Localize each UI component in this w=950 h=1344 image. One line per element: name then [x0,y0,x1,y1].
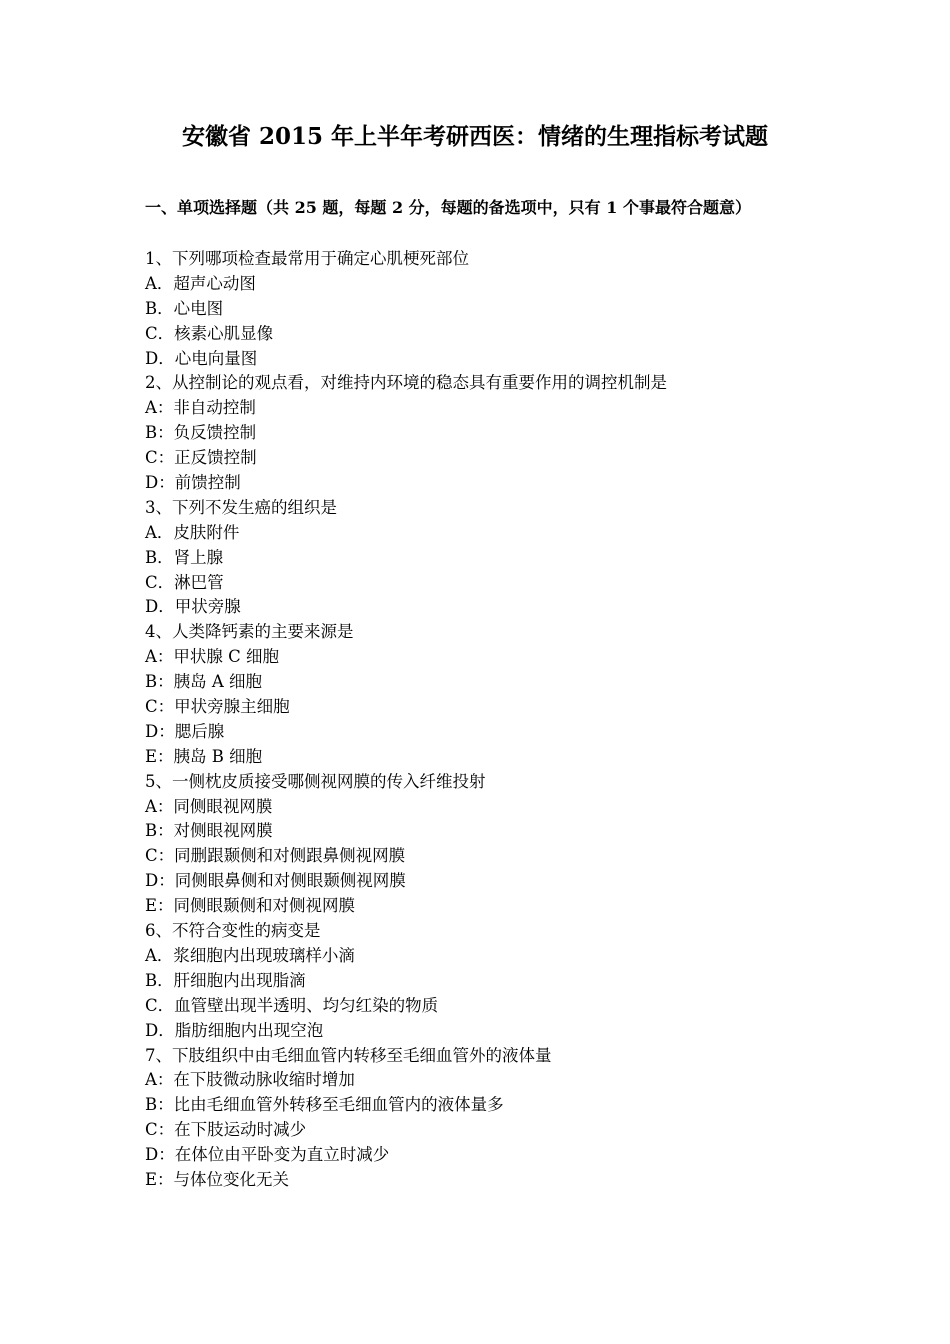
answer-option: A：在下肢微动脉收缩时增加 [145,1070,355,1090]
answer-option: E：胰岛 B 细胞 [145,746,263,766]
question-stem: 4、人类降钙素的主要来源是 [145,622,354,642]
question-stem: 3、下列不发生癌的组织是 [145,497,337,517]
answer-option: A：甲状腺 C 细胞 [145,647,280,667]
answer-option: B：比由毛细血管外转移至毛细血管内的液体量多 [145,1095,504,1115]
question-block [145,496,810,620]
answer-option: B：对侧眼视网膜 [145,821,273,841]
answer-option: D：同侧眼鼻侧和对侧眼颞侧视网膜 [145,871,406,891]
answer-option: B．肝细胞内出现脂滴 [145,970,306,990]
answer-option: D：腮后腺 [145,721,225,741]
answer-option: D．甲状旁腺 [145,597,241,617]
question-stem: 5、一侧枕皮质接受哪侧视网膜的传入纤维投射 [145,771,486,791]
document-title: 安徽省 2015 年上半年考研西医：情绪的生理指标考试题 [181,123,769,150]
answer-option: E：同侧眼颞侧和对侧视网膜 [145,896,356,916]
answer-option: C．核素心肌显像 [145,323,274,343]
question-block [145,770,810,919]
answer-option: C：甲状旁腺主细胞 [145,697,290,717]
question-block [145,371,810,495]
answer-option: C：在下肢运动时减少 [145,1120,307,1140]
answer-option: D．脂肪细胞内出现空泡 [145,1020,324,1040]
answer-option: D：前馈控制 [145,473,241,493]
answer-option: D：在体位由平卧变为直立时减少 [145,1145,390,1165]
question-block [145,247,810,371]
answer-option: B：负反馈控制 [145,423,257,443]
question-stem: 2、从控制论的观点看，对维持内环境的稳态具有重要作用的调控机制是 [145,373,667,393]
answer-option: A．浆细胞内出现玻璃样小滴 [145,945,355,965]
question-block [145,620,810,769]
answer-option: D．心电向量图 [145,348,258,368]
question-stem: 6、不符合变性的病变是 [145,921,321,941]
answer-option: B．心电图 [145,298,224,318]
question-stem: 7、下肢组织中由毛细血管内转移至毛细血管外的液体量 [145,1045,552,1065]
answer-option: E：与体位变化无关 [145,1169,290,1189]
question-stem: 1、下列哪项检查最常用于确定心肌梗死部位 [145,249,469,268]
answer-option: A．超声心动图 [145,273,256,293]
answer-option: A：同侧眼视网膜 [145,796,273,816]
question-block [145,919,810,1043]
answer-option: B：胰岛 A 细胞 [145,672,263,692]
answer-option: C：正反馈控制 [145,448,257,468]
question-block [145,1044,810,1193]
answer-option: C．淋巴管 [145,572,224,592]
section-heading: 一、单项选择题（共 25 题，每题 2 分，每题的备选项中，只有 1 个事最符合题意） [145,198,751,217]
answer-option: A．皮肤附件 [145,522,240,542]
answer-option: A：非自动控制 [145,398,256,418]
answer-option: B．肾上腺 [145,547,224,567]
question-list [145,247,810,1193]
answer-option: C．血管壁出现半透明、均匀红染的物质 [145,995,439,1015]
answer-option: C：同删跟颞侧和对侧跟鼻侧视网膜 [145,846,406,866]
